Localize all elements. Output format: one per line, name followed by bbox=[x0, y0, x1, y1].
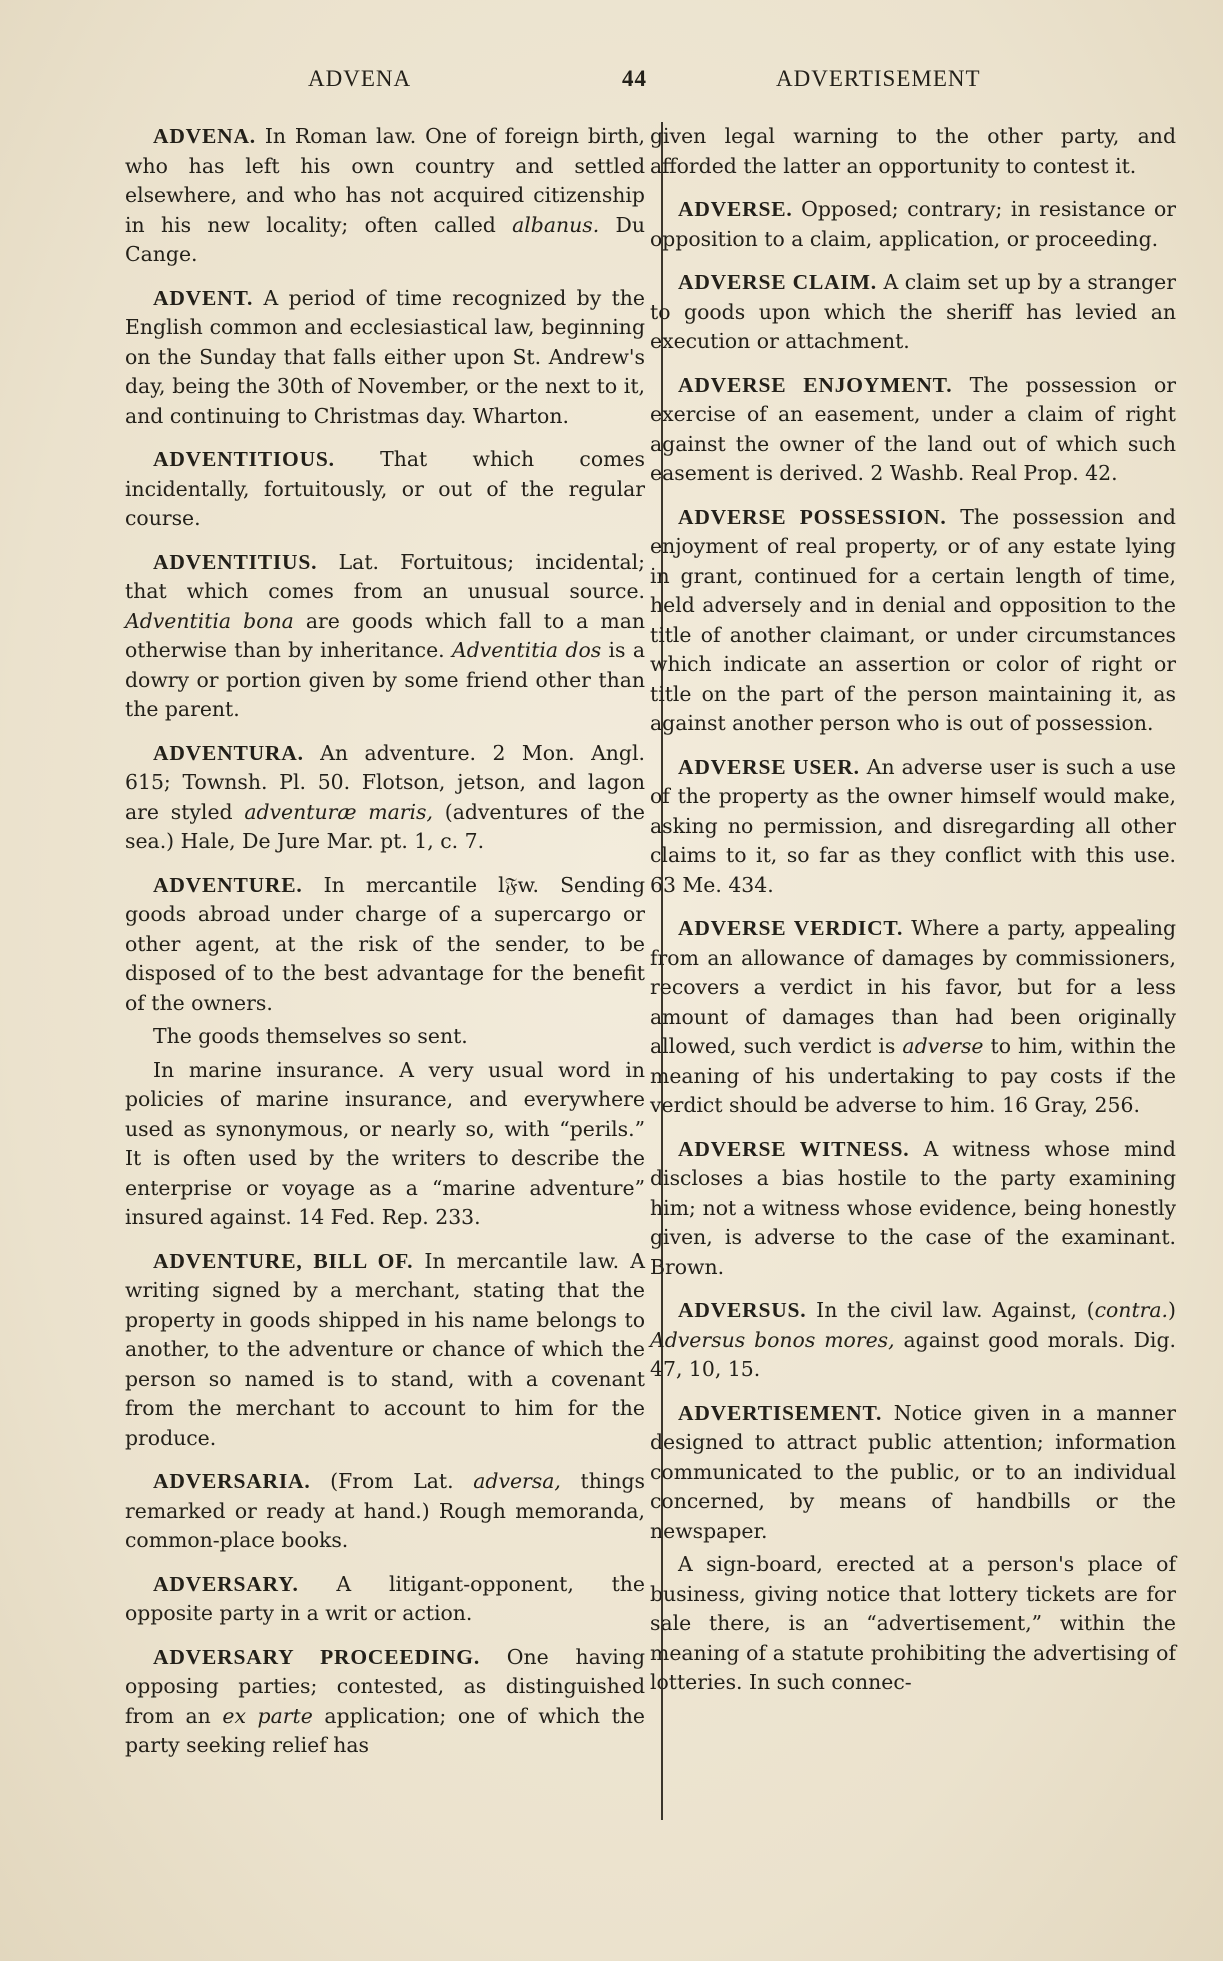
headword: ADVENTURE, BILL OF. bbox=[153, 1248, 414, 1273]
definition-text: Lat. Fortuitous; incidental; that which comes from an unusual source. bbox=[125, 549, 645, 603]
entry-adverse-user bbox=[650, 753, 1176, 901]
headword: ADVERSE USER. bbox=[678, 754, 860, 779]
italic-term: Adventitia bona bbox=[125, 608, 294, 633]
headword: ADVERSARIA. bbox=[153, 1469, 311, 1493]
entry-advertisement bbox=[650, 1399, 1176, 1547]
running-header bbox=[0, 66, 1223, 102]
entry-adventure-sense-2: The goods themselves so sent. bbox=[153, 1024, 468, 1048]
entry-adverse-witness bbox=[650, 1135, 1176, 1283]
definition-text: In the civil law. Against, ( bbox=[806, 1298, 1095, 1322]
headword: ADVERTISEMENT. bbox=[678, 1400, 883, 1425]
definition-text: In Roman law. One of foreign birth, who has left his own country and settled elsewhere, and who has not acquired citizenship in his new locality; often called bbox=[125, 124, 645, 237]
definition-text: A claim set up by a stranger to goods upon which the sheriff has levied an execution or attachment. bbox=[650, 270, 1176, 353]
definition-text: is a dowry or portion given by some friend other than the parent. bbox=[125, 638, 645, 721]
definition-text: A period of time recognized by the English common and ecclesiastical law, beginning on the Sunday that falls either upon St. Andrew's day, being the 30th of November, or the next to it, and continuing to Christmas day. Wharton. bbox=[125, 285, 645, 428]
definition-text: The possession and enjoyment of real property, or of any estate lying in grant, continued for a certain length of time, held adversely and in denial and opposition to the title of another claimant, or under circumstances which indicate an assertion or color of right or title on the part of the person maintaining it, as against another person who is out of possession. bbox=[650, 504, 1176, 735]
entry-adventure-bill-of bbox=[125, 1247, 645, 1454]
headword: ADVERSE POSSESSION. bbox=[678, 504, 947, 529]
entry-adventure bbox=[125, 871, 645, 1019]
headword: ADVERSE ENJOYMENT. bbox=[678, 372, 953, 397]
page-number: 44 bbox=[622, 66, 647, 91]
headword: ADVERSE VERDICT. bbox=[678, 916, 904, 940]
headword: ADVERSE. bbox=[678, 197, 793, 221]
definition-text: An adverse user is such a use of the property as the owner himself would make, asking no permission, and disregarding all other claims to it, so far as they conflict with this use. 63 Me. 434. bbox=[650, 754, 1177, 897]
italic-term: Adventitia dos bbox=[451, 638, 602, 662]
headword: ADVERSE CLAIM. bbox=[678, 270, 877, 294]
entry-adverse-verdict bbox=[650, 914, 1176, 1121]
headword: ADVENTITIOUS. bbox=[153, 447, 335, 471]
definition-text: (From Lat. bbox=[310, 1469, 474, 1493]
italic-term: albanus. bbox=[512, 212, 600, 237]
headword: ADVENT. bbox=[153, 285, 254, 310]
entry-advent bbox=[125, 284, 645, 432]
definition-text: Opposed; contrary; in resistance or opposition to a claim, application, or proceeding. bbox=[650, 197, 1176, 251]
headword: ADVENTURE. bbox=[153, 872, 303, 897]
left-column bbox=[125, 122, 645, 1775]
entry-advertisement-sense-2: A sign-board, erected at a person's place of business, giving notice that lottery tickets are for sale there, is an “advertisement,” within the meaning of a statute prohibiting the advertising of lotteries. In such connec- bbox=[650, 1552, 1176, 1694]
entry-adventitious bbox=[125, 445, 645, 534]
italic-term: adversa, bbox=[473, 1469, 561, 1493]
definition-text: ) bbox=[1168, 1298, 1176, 1322]
entry-adversary-proceeding bbox=[125, 1643, 645, 1761]
entry-adventitius bbox=[125, 548, 645, 725]
entry-adversaria bbox=[125, 1467, 645, 1556]
entry-adverse-enjoyment bbox=[650, 371, 1176, 489]
entry-adversus bbox=[650, 1296, 1176, 1385]
definition-text: In mercantile law. A writing signed by a merchant, stating that the property in goods shipped in his name belongs to another, to the adventure or chance of which the person so named is to stand, with a covenant from the merchant to account to him for the produce. bbox=[125, 1248, 645, 1450]
headword: ADVENTURA. bbox=[153, 740, 304, 765]
definition-text: (adventures of the sea.) Hale, De Jure Mar. pt. 1, c. 7. bbox=[125, 799, 645, 853]
headword: ADVERSARY. bbox=[153, 1571, 299, 1596]
italic-term: ex parte bbox=[222, 1703, 313, 1728]
definition-text: are goods which fall to a man otherwise than by inheritance. bbox=[125, 608, 646, 662]
italic-term: adverse bbox=[902, 1034, 984, 1058]
definition-text: Notice given in a manner designed to attract public attention; information communicated to the public, or to an individual concerned, by means of handbills or the newspaper. bbox=[650, 1400, 1176, 1543]
definition-text: An adventure. 2 Mon. Angl. 615; Townsh. Pl. 50. Flotson, jetson, and lagon are styled bbox=[125, 740, 645, 824]
definition-text: One having opposing parties; contested, as distinguished from an bbox=[125, 1644, 645, 1728]
entry-adverse-possession bbox=[650, 503, 1176, 739]
italic-term: contra. bbox=[1094, 1298, 1169, 1322]
entry-adventure-sense-3: In marine insurance. A very usual word in policies of marine insurance, and everywhere used as synonymous, or nearly so, with “perils.” It is often used by the writers to describe the enterprise or voyage as a “marine adventure” insured against. 14 Fed. Rep. 233. bbox=[125, 1057, 645, 1229]
header-left-word: ADVENA bbox=[308, 66, 412, 91]
definition-text: against good morals. Dig. 47, 10, 15. bbox=[650, 1327, 1176, 1381]
headword: ADVERSARY PROCEEDING. bbox=[153, 1644, 481, 1669]
italic-term: adventuræ maris, bbox=[244, 799, 433, 824]
entry-adverse-claim bbox=[650, 268, 1176, 357]
definition-text: A witness whose mind discloses a bias hostile to the party examining him; not a witness whose evidence, being honestly given, is adverse to the case of the examinant. Brown. bbox=[650, 1136, 1176, 1279]
entry-adversary-proceeding-continued: given legal warning to the other party, and afforded the latter an opportunity to contest it. bbox=[650, 124, 1176, 178]
italic-term: Adversus bonos mores, bbox=[650, 1327, 895, 1352]
entry-advena bbox=[125, 122, 645, 270]
header-right-word: ADVERTISEMENT bbox=[776, 66, 981, 91]
definition-text: A litigant-opponent, the opposite party in a writ or action. bbox=[125, 1571, 645, 1625]
definition-text: things remarked or ready at hand.) Rough memoranda, common-place books. bbox=[125, 1469, 646, 1552]
definition-text: That which comes incidentally, fortuitously, or out of the regular course. bbox=[125, 447, 645, 530]
definition-text: Du Cange. bbox=[125, 212, 645, 266]
entry-adventura bbox=[125, 739, 645, 857]
definition-text: application; one of which the party seeking relief has bbox=[125, 1703, 645, 1757]
entry-adversary bbox=[125, 1570, 645, 1629]
definition-text: In mercantile l𝔉w. Sending goods abroad under charge of a supercargo or other agent, at the risk of the sender, to be disposed of to the best advantage for the benefit of the owners. bbox=[125, 872, 645, 1015]
definition-text: to him, within the meaning of his undertaking to pay costs if the verdict should be adverse to him. 16 Gray, 256. bbox=[650, 1034, 1176, 1117]
headword: ADVENTITIUS. bbox=[153, 549, 318, 574]
headword: ADVERSUS. bbox=[678, 1298, 807, 1322]
right-column bbox=[650, 122, 1176, 1712]
entry-adverse bbox=[650, 195, 1176, 254]
headword: ADVENA. bbox=[153, 124, 256, 148]
definition-text: The possession or exercise of an easement, under a claim of right against the owner of the land out of which such easement is derived. 2 Washb. Real Prop. 42. bbox=[650, 372, 1176, 485]
definition-text: Where a party, appealing from an allowance of damages by commissioners, recovers a verdict in his favor, but for a less amount of damages than had been originally allowed, such verdict is bbox=[650, 916, 1177, 1058]
headword: ADVERSE WITNESS. bbox=[678, 1136, 910, 1161]
